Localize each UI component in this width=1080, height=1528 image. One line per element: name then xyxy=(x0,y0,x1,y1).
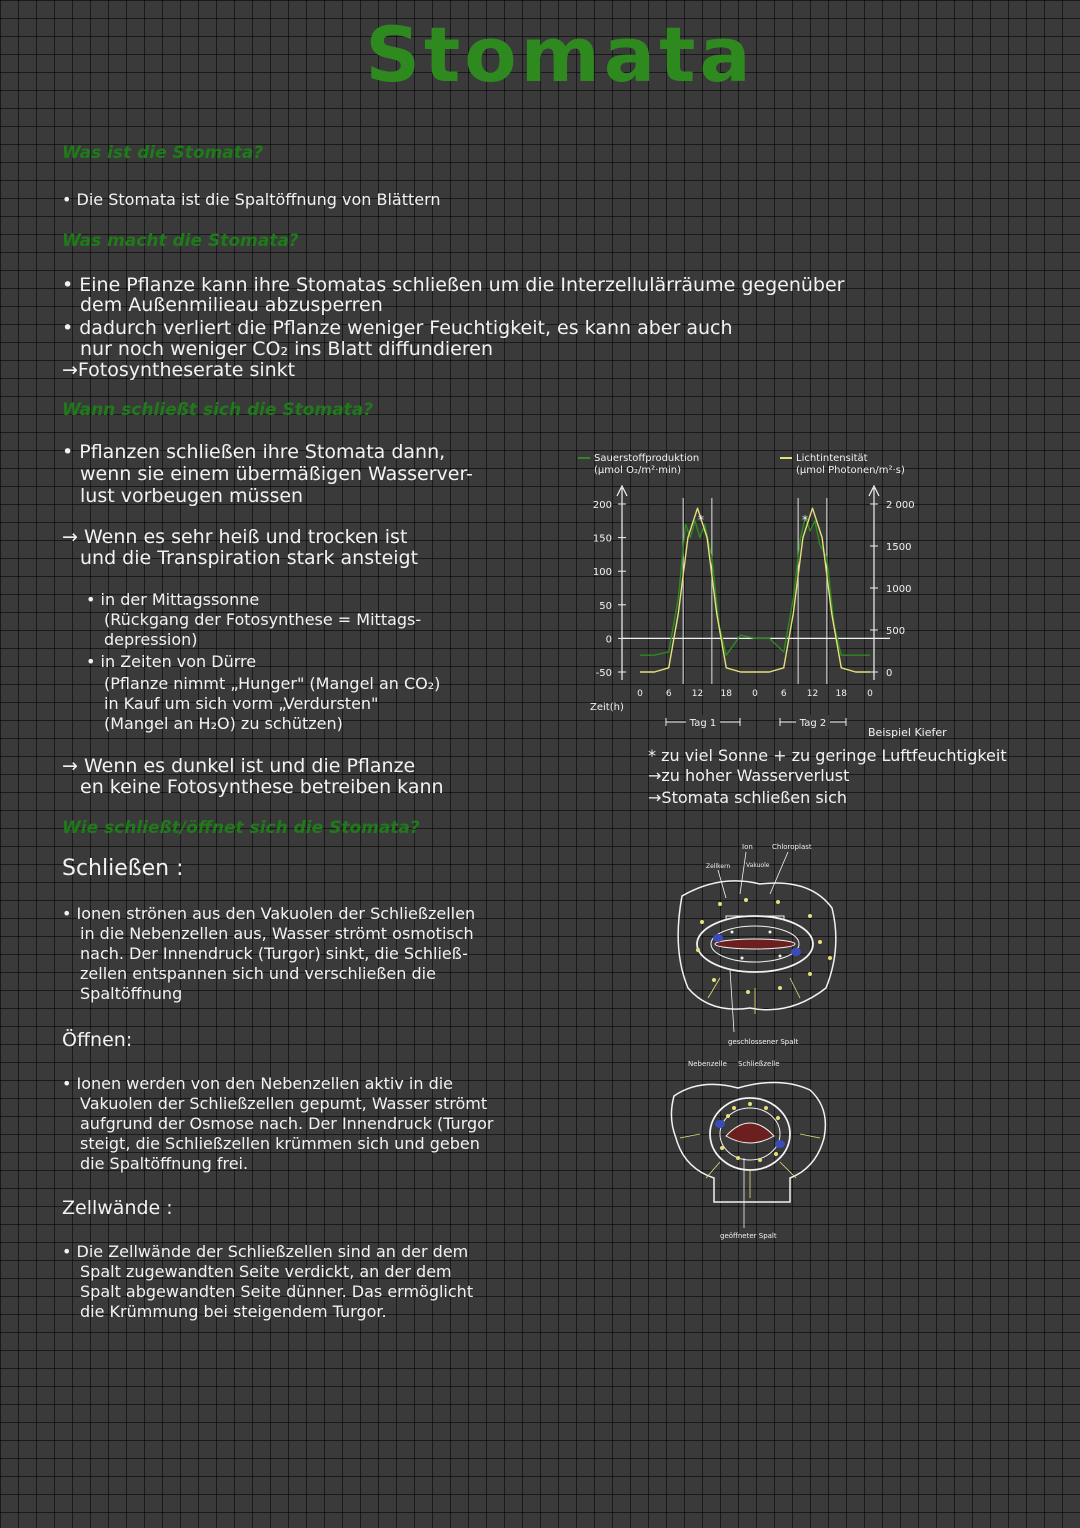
text-line: zellen entspannen sich und verschließen die xyxy=(80,964,436,983)
chart-note-line: * zu viel Sonne + zu geringe Luftfeuchtigkeit xyxy=(648,746,1007,765)
chart-note-line: →Stomata schließen sich xyxy=(648,788,848,807)
text-line: Vakuolen der Schließzellen gepumt, Wasser strömt xyxy=(80,1094,488,1113)
series-line xyxy=(640,508,870,672)
text-line: Spalt zugewandten Seite verdickt, an der dem xyxy=(80,1262,452,1281)
right-tick-label: 1000 xyxy=(886,584,912,595)
text-line: → Wenn es dunkel ist und die Pflanze xyxy=(62,755,416,777)
text-line: • Die Stomata ist die Spaltöffnung von Blättern xyxy=(62,190,441,209)
label-vacuole: Vakuole xyxy=(746,862,770,869)
left-tick-label: -50 xyxy=(595,668,612,679)
text-line: • Ionen strönen aus den Vakuolen der Schließzellen xyxy=(62,904,476,923)
text-line: en keine Fotosynthese betreiben kann xyxy=(80,776,444,798)
x-tick-label: 0 xyxy=(637,689,643,699)
text-line: • Pflanzen schließen ihre Stomata dann, xyxy=(62,441,446,463)
left-tick-label: 0 xyxy=(605,634,612,646)
text-line: • dadurch verliert die Pflanze weniger Feuchtigkeit, es kann aber auch xyxy=(62,317,733,339)
text-line: nach. Der Innendruck (Turgor) sinkt, die Schließ- xyxy=(80,944,468,963)
label-guard-cell: Schließzelle xyxy=(738,1060,780,1068)
text-line: lust vorbeugen müssen xyxy=(80,485,304,507)
text-line: Spaltöffnung xyxy=(80,984,183,1003)
text-line: depression) xyxy=(104,630,198,649)
x-tick-label: 6 xyxy=(665,689,672,699)
text-line: in Kauf um sich vorm „Verdursten" xyxy=(104,694,379,713)
left-tick-label: 50 xyxy=(599,600,612,612)
text-line: →Fotosyntheserate sinkt xyxy=(62,359,296,381)
text-line: (Rückgang der Fotosynthese = Mittags- xyxy=(104,610,422,629)
heading-how-open-close: Wie schließt/öffnet sich die Stomata? xyxy=(62,818,420,838)
heading-what-does: Was macht die Stomata? xyxy=(62,231,299,251)
x-tick-label: 18 xyxy=(835,689,847,699)
text-line: • in Zeiten von Dürre xyxy=(86,652,257,671)
x-tick-label: 18 xyxy=(720,689,732,699)
star-mark: * xyxy=(802,513,808,527)
x-tick-label: 0 xyxy=(867,689,873,699)
right-tick-label: 2 000 xyxy=(886,500,915,511)
close-label: Schließen : xyxy=(62,856,184,881)
text-line: wenn sie einem übermäßigen Wasserver- xyxy=(80,463,473,485)
photosynthesis-chart xyxy=(570,440,950,740)
x-axis-ticks xyxy=(637,689,873,699)
text-line: • Eine Pflanze kann ihre Stomatas schließen um die Interzellulärräume gegenüber xyxy=(62,274,845,296)
label-nucleus: Zellkern xyxy=(706,863,731,870)
text-line: und die Transpiration stark ansteigt xyxy=(80,547,419,569)
label-open: geöffneter Spalt xyxy=(720,1232,777,1240)
example-label: Beispiel Kiefer xyxy=(868,726,947,739)
day-label-2: Tag 2 xyxy=(799,718,827,729)
text-line: dem Außenmilieau abzusperren xyxy=(80,294,383,316)
text-line: aufgrund der Osmose nach. Der Innendruck (Turgor xyxy=(80,1114,494,1133)
x-tick-label: 12 xyxy=(691,689,704,699)
text-line: steigt, die Schließzellen krümmen sich und geben xyxy=(80,1134,480,1153)
text-line: • Die Zellwände der Schließzellen sind an der dem xyxy=(62,1242,469,1261)
open-stoma xyxy=(671,1082,825,1202)
right-axis-label: Lichtintensität xyxy=(796,453,868,464)
star-mark: * xyxy=(698,513,704,527)
text-line: → Wenn es sehr heiß und trocken ist xyxy=(62,526,408,548)
open-label: Öffnen: xyxy=(62,1029,133,1051)
chart-note-line: →zu hoher Wasserverlust xyxy=(648,766,850,785)
day-label-1: Tag 1 xyxy=(689,718,717,729)
page-title: Stomata xyxy=(365,10,755,99)
right-tick-label: 0 xyxy=(886,668,893,679)
text-line: in die Nebenzellen aus, Wasser strömt osmotisch xyxy=(80,924,474,943)
right-tick-label: 500 xyxy=(886,626,906,637)
walls-label: Zellwände : xyxy=(62,1197,173,1219)
text-line: (Mangel an H₂O) zu schützen) xyxy=(104,714,343,733)
text-line: Spalt abgewandten Seite dünner. Das ermöglicht xyxy=(80,1282,474,1301)
x-axis-label: Zeit(h) xyxy=(590,702,624,713)
chart-series xyxy=(640,508,870,672)
x-tick-label: 0 xyxy=(752,689,758,699)
x-tick-label: 12 xyxy=(806,689,819,699)
text-line: die Krümmung bei steigendem Turgor. xyxy=(80,1302,387,1321)
label-chloroplast: Chloroplast xyxy=(772,843,812,851)
text-line: nur noch weniger CO₂ ins Blatt diffundieren xyxy=(80,338,493,360)
left-tick-label: 150 xyxy=(592,533,612,545)
left-axis-unit: (µmol O₂/m²·min) xyxy=(594,465,682,476)
left-tick-label: 100 xyxy=(592,567,612,579)
left-tick-label: 200 xyxy=(592,500,612,511)
right-axis-ticks xyxy=(870,500,915,679)
stomata-diagram xyxy=(660,838,860,1258)
label-closed: geschlossener Spalt xyxy=(728,1038,799,1046)
label-ion: Ion xyxy=(742,843,753,851)
right-tick-label: 1500 xyxy=(886,542,912,553)
closed-stoma xyxy=(678,881,836,1014)
text-line: • in der Mittagssonne xyxy=(86,590,260,609)
right-axis-unit: (µmol Photonen/m²·s) xyxy=(796,465,905,476)
text-line: die Spaltöffnung frei. xyxy=(80,1154,249,1173)
text-line: (Pflanze nimmt „Hunger" (Mangel an CO₂) xyxy=(104,674,441,693)
heading-when-close: Wann schließt sich die Stomata? xyxy=(62,400,374,420)
left-axis-ticks xyxy=(593,500,626,679)
x-tick-label: 6 xyxy=(780,689,787,699)
left-axis-label: Sauerstoffproduktion xyxy=(594,453,700,464)
heading-what-is: Was ist die Stomata? xyxy=(62,143,264,163)
label-subsidiary-cell: Nebenzelle xyxy=(688,1060,727,1068)
text-line: • Ionen werden von den Nebenzellen aktiv in die xyxy=(62,1074,454,1093)
